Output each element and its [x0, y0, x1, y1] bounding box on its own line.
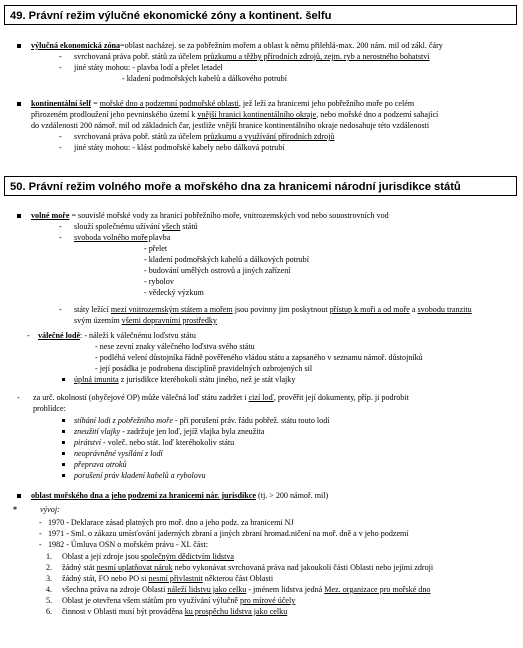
bullet-icon [62, 463, 65, 466]
vm-use: slouží společnému užívání všech států [74, 222, 198, 231]
list-item: žádný stát, FO nebo PO si nesmí přivlastnit některou část Oblasti [62, 574, 274, 583]
ez-others-2: - kladení podmořských kabelů a dálkového potrubí [122, 74, 287, 83]
freedom-item: - kladení podmořských kabelů a dálkových potrubí [144, 255, 309, 264]
vyvoj-label: vývoj: [40, 505, 60, 514]
bullet-icon [62, 419, 65, 422]
bullet-icon [17, 44, 21, 48]
history-item: 1970 - Deklarace zásad platných pro moř. dno a jeho podz. za hranicemi NJ [48, 518, 294, 527]
zu-item: přeprava otroků [74, 460, 127, 469]
list-number: 3. [46, 574, 53, 583]
vl-line-1: válečné lodě: - náleží k válečnému loďstvu státu [38, 331, 196, 340]
vl-immunity: úplná imunita z jurisdikce kteréhokoli státu jiného, než je stát vlajky [74, 375, 296, 384]
list-number: 2. [46, 563, 53, 572]
md-heading: oblast mořského dna a jeho podzemí za hranicemi nár. jurisdikce (tj. > 200 námoř. mil) [31, 491, 329, 500]
zu-line-1: za urč. okolností (obyčejové OP) může válečná loď státu zadržet i cizí loď, prověřit její dokumenty, příp. ji podrobit [33, 393, 409, 402]
list-number: 6. [46, 607, 53, 616]
vm-definition: volné moře = souvislé mořské vody za hranicí pobřežního moře, vnitrozemských vod nebo souostrovních vod [31, 211, 389, 220]
bullet-icon [62, 474, 65, 477]
ez-rights: svrchovaná práva pobř. států za účelem průzkumu a těžby přírodních zdrojů, zejm. ryb a nerostného bohatství [74, 52, 430, 61]
bullet-icon [62, 378, 65, 381]
zu-item: porušení práv kladení kabelů a rybolovu [74, 471, 206, 480]
vm-freedom-label: svoboda volného moře [74, 233, 148, 242]
list-number: 4. [46, 585, 53, 594]
list-number: 5. [46, 596, 53, 605]
list-item: činnost v Oblasti musí být prováděna ku prospěchu lidstva jako celku [62, 607, 288, 616]
list-item: Oblast a její zdroje jsou společným dědictvím lidstva [62, 552, 234, 561]
ks-definition-1: kontinentální šelf = mořské dno a podzemní podmořské oblasti, jež leží za hranicemi jeho pobřežního moře po celém [31, 99, 415, 108]
freedom-item: - plavba [144, 233, 171, 242]
zu-item: zneužití vlajky - zadržuje jen loď, jejíž vlajka byla zneužita [74, 427, 265, 436]
ks-others: jiné státy mohou: - klást podmořské kabely nebo dálková potrubí [74, 143, 285, 152]
bullet-icon [62, 430, 65, 433]
history-item: 1982 - Úmluva OSN o mořském právu - XI. část: [48, 540, 209, 549]
zu-item: neoprávněné vysílání z lodí [74, 449, 163, 458]
freedom-item: - rybolov [144, 277, 174, 286]
ez-others-1: jiné státy mohou: - plavba lodí a přelet letadel [74, 63, 223, 72]
vm-transit-1: státy ležící mezi vnitrozemským státem a mořem jsou povinny jim poskytnout přístup k moři a od moře a svobodu tranzitu [74, 305, 472, 314]
ks-definition-2: přirozeném prodloužení jeho pevninského území k vnější hranici kontinentálního okraje, nebo mořské dno a podzemí sahající [31, 110, 439, 119]
vm-transit-2: svým územím všemi dopravními prostředky [74, 316, 217, 325]
zu-line-2: prohlídce: [33, 404, 66, 413]
ez-definition: výlučná ekonomická zóna=oblast nacházej. se za pobřežním mořem a oblast k němu přilehlá-max. 200 nám. mil od zákl. čáry [31, 41, 443, 50]
bullet-icon [17, 494, 21, 498]
bullet-icon [17, 214, 21, 218]
section-49-title: 49. Právní režim výlučné ekonomické zóny a kontinent. šelfu [4, 5, 517, 25]
bullet-icon [17, 102, 21, 106]
bullet-icon [62, 452, 65, 455]
zu-item: stíhání lodi z pobřežního moře - při porušení práv. řádu pobřež. státu touto lodí [74, 416, 330, 425]
vl-line-4: - její posádka je podrobena disciplíně pravidelných ozbrojených sil [95, 364, 313, 373]
list-number: 1. [46, 552, 53, 561]
list-item: všechna práva na zdroje Oblasti náleží lidstvu jako celku - jménem lidstva jedná Mez. organizace pro mořské dno [62, 585, 431, 594]
freedom-item: - vědecký výzkum [144, 288, 204, 297]
freedom-item: - budování umělých ostrovů a jiných zařízení [144, 266, 291, 275]
history-item: 1971 - Sml. o zákazu umísťování jaderných zbraní a jiných zbraní hromad.ničení na moř. dně a v jeho podzemí [48, 529, 409, 538]
freedom-item: - přelet [144, 244, 168, 253]
vl-line-2: - nese zevní znaky válečného loďstva svého státu [95, 342, 255, 351]
section-50-title: 50. Právní režim volného moře a mořského dna za hranicemi národní jurisdikce států [4, 176, 517, 196]
ks-rights: svrchovaná práva pobř. států za účelem průzkumu a využívání přírodních zdrojů [74, 132, 335, 141]
star-icon: * [13, 505, 18, 514]
bullet-icon [62, 441, 65, 444]
zu-item: pirátství - voleč. nebo stát. loď kteréhokoliv státu [74, 438, 235, 447]
vl-line-3: - podléhá velení důstojníka řádně pověřeného vládou státu a zapsaného v seznamu námoř. důstojníků [95, 353, 423, 362]
list-item: Oblast je otevřena všem státům pro využívání výlučně pro mírové účely [62, 596, 296, 605]
list-item: žádný stát nesmí uplatňovat nárok nebo vykonávat svrchovaná práva nad jakoukoli části Oblasti nebo jejími zdroji [62, 563, 434, 572]
ks-definition-3: do vzdálenosti 200 námoř. mil od základních čar, jestliže vnější hranice kontinentálního okraje nedosahuje této vzdálenosti [31, 121, 430, 130]
